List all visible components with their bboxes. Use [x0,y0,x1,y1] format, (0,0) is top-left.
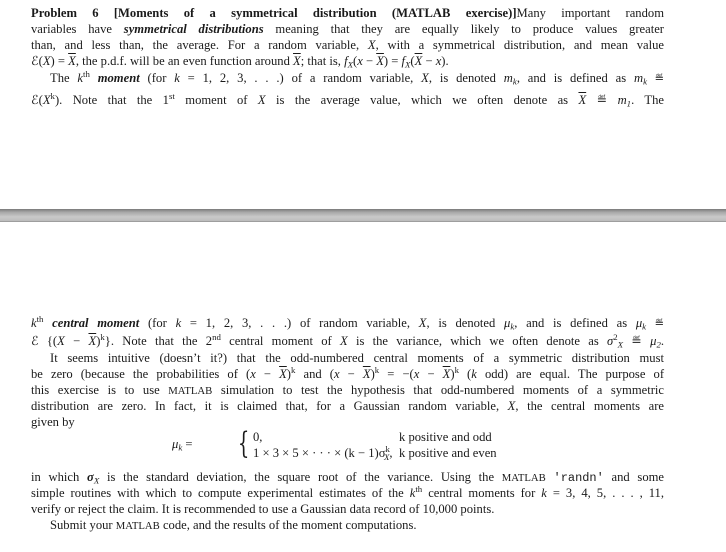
text-segment [90,71,98,85]
text-segment: k [174,71,180,85]
page-break-separator [0,209,726,222]
text-segment: code, and the results of the moment computations. [159,518,417,532]
text-segment: 'randn' [553,471,604,485]
text-segment: 1 [626,98,632,109]
text-segment: central moment of [220,334,340,348]
text-segment: 2 [656,339,661,350]
text-segment: k [290,365,296,376]
text-line [31,398,664,415]
text-segment: is the variance, which we often denote as [347,334,608,348]
text-segment: , the central moments are [515,399,664,413]
equation-case2-expression: 1 × 3 × 5 × · · · × (k − 1)σ [253,446,386,460]
text-segment: = 1, 2, 3, . . .) of a random variable, [179,71,422,85]
text-segment: ≝ [586,93,618,107]
text-segment: X [257,93,266,107]
text-line [31,5,664,22]
text-segment: odd) are equal. The purpose of [476,367,665,381]
text-segment: k [642,321,647,332]
text-segment: It seems intuitive (doesn’t it?) that the odd-numbered central moments of a symmetric distribution must [50,351,664,365]
text-segment: , with a symmetrical distribution, and mean value [375,38,664,52]
text-segment: $\overline{X}$ [279,367,287,381]
text-line [31,333,664,350]
text-segment: meaning that they are equally likely to produce values greater [263,22,664,36]
text-segment: x [435,54,442,68]
text-segment: X [339,334,348,348]
equation-case2-sub: X [383,451,390,462]
text-segment: Problem 6 [Moments of a symmetrical distribution ( [31,6,397,20]
text-segment: k [77,71,84,85]
text-segment: be zero (because the probabilities of ( [31,367,251,381]
equation-lhs-symbol: μ [172,437,179,451]
text-segment: ) [96,334,101,348]
text-line [50,70,664,87]
text-segment: moment of [174,93,258,107]
text-segment: variables have [31,22,124,36]
text-segment: $\overline{X}$ [442,367,451,381]
text-segment: ℰ( [31,54,43,68]
text-segment: , is denoted [426,316,505,330]
text-segment: μ [504,316,511,330]
text-segment: }. Note that the 2 [104,334,213,348]
text-segment: m [503,71,513,85]
text-segment: ) = [50,54,69,68]
text-segment: given by [31,415,75,429]
matlab-name: MATLAB [168,385,213,397]
text-segment: distribution are zero. In fact, it is claimed that, for a Gaussian random variable, [31,399,508,413]
text-segment: $\overline{X}$ [578,93,587,107]
text-segment: (for [139,316,176,330]
text-segment: − [339,367,363,381]
text-segment: in which [31,470,88,484]
text-segment: k [175,316,182,330]
text-segment: k [512,76,517,87]
text-segment: is the average value, which we often denote as [265,93,579,107]
text-segment: th [36,314,44,325]
text-segment [43,316,52,330]
text-segment: exercise)] [450,6,517,20]
matlab-name: MATLAB [396,6,451,20]
text-segment: $\overline{X}$ [293,54,301,68]
equation-case2-comma: , [389,446,393,460]
text-segment: X [367,38,376,52]
text-segment: verify or reject the claim. It is recommended to use a Gaussian data record of 10,000 points. [31,502,495,516]
equation-case1-value: 0, [253,430,263,444]
text-segment: f [401,54,405,68]
equation-case2-sup: k [385,444,390,455]
text-segment: k [409,486,416,500]
text-line [31,414,664,431]
text-segment: ≝ [623,334,651,348]
text-segment: = 3, 4, 5, . . . , 11, [546,486,664,500]
equation-case2-value [253,446,393,461]
text-line [31,37,664,54]
text-segment: x [250,367,256,381]
text-segment: ≝ [646,73,664,85]
text-segment: (for [139,71,175,85]
equation-case1-condition: k positive and odd [399,430,492,444]
text-segment: k [510,321,515,332]
text-segment: nd [212,332,221,343]
text-segment: k [31,316,37,330]
text-segment: X [617,339,624,350]
text-segment: The [50,71,78,85]
text-segment: , the p.d.f. will be an even function around [75,54,294,68]
text-segment: st [168,91,175,102]
text-segment: ℰ {( [31,334,58,348]
text-segment: X [405,59,411,70]
text-line [31,469,664,486]
text-segment: X [57,334,65,348]
text-segment: Submit your [50,518,116,532]
text-segment: ( [410,54,415,68]
text-segment: X [421,71,429,85]
text-line [31,501,664,518]
text-segment: , is denoted [428,71,504,85]
text-segment: $\overline{X}$ [414,54,423,68]
text-segment: x [333,367,340,381]
text-segment: is the standard deviation, the square root of the variance. Using the [99,470,502,484]
text-segment: th [415,484,423,495]
text-line [50,350,664,367]
equation-lhs-subscript: k [178,442,183,453]
text-segment: μ [650,334,657,348]
text-line [31,485,664,502]
text-segment: = −( [379,367,414,381]
equation-lhs [172,437,193,452]
text-segment: m [617,93,627,107]
text-segment: and some [603,470,665,484]
text-segment: ( [458,367,472,381]
text-segment: k [643,76,647,87]
text-segment: X [507,399,516,413]
text-segment: ; that is, [300,54,345,68]
text-segment: this exercise is to use [31,383,169,397]
text-segment: X [42,54,51,68]
text-segment: k [541,486,547,500]
text-segment: ℰ( [31,93,43,107]
text-segment: , and is defined as [516,71,634,85]
text-segment: x [413,367,420,381]
text-segment: , and is defined as [514,316,636,330]
text-segment: X [93,475,100,486]
matlab-name: MATLAB [115,520,160,532]
text-segment: μ [635,316,643,330]
text-segment: $\overline{X}$ [376,54,384,68]
matlab-name: MATLAB [501,472,546,484]
emphasized-term: central moment [52,316,140,330]
text-segment: x [357,54,363,68]
text-segment: X [42,93,51,107]
text-segment: m [633,71,644,85]
text-segment: X [418,316,427,330]
text-segment: ) [286,367,291,381]
text-segment: − [362,54,377,68]
text-line [31,21,664,38]
text-line [31,382,664,399]
text-segment: th [83,69,90,80]
text-segment: and ( [295,367,334,381]
text-segment: k [471,367,477,381]
text-segment: . The [631,93,664,107]
text-segment: $\overline{X}$ [88,334,97,348]
emphasized-term: moment [97,71,140,85]
text-segment: simulation to test the hypothesis that odd-numbered moments of a symmetric [212,383,665,397]
text-line [31,366,664,383]
text-segment: k [454,365,459,376]
text-segment: k [50,91,55,102]
text-segment: $\overline{X}$ [362,367,371,381]
text-segment: than, and less than, the average. For a random variable, [31,38,368,52]
text-line [31,53,664,70]
text-segment: ( [353,54,358,68]
text-segment: − [64,334,89,348]
text-segment: ≝ [646,318,664,330]
equation-case2-condition: k positive and even [399,446,497,460]
text-segment: central moments for [422,486,542,500]
equation-equals: = [182,437,193,451]
text-segment [546,470,554,484]
text-segment: ). [441,54,449,68]
text-segment: f [344,54,348,68]
text-segment: ) [370,367,375,381]
text-segment: ) = [383,54,402,68]
text-segment: ). Note that the 1 [54,93,169,107]
text-segment: Many important random [516,6,664,20]
text-segment: σ [607,334,614,348]
text-segment: $\overline{X}$ [68,54,76,68]
emphasized-term: σ [87,470,94,484]
text-segment: k [374,365,380,376]
text-line [31,315,664,332]
emphasized-term: symmetrical distributions [123,22,264,36]
text-segment: − [422,54,436,68]
text-line [50,517,664,534]
equation-brace: { [237,426,250,461]
text-segment: 2 [613,332,618,343]
text-segment: ) [450,367,455,381]
text-segment: X [347,59,353,70]
text-segment: − [255,367,280,381]
text-segment: . [660,334,665,348]
text-line [31,92,664,109]
text-segment: = 1, 2, 3, . . .) of random variable, [181,316,419,330]
text-segment: simple routines with which to compute experimental estimates of the [31,486,410,500]
text-segment: − [419,367,443,381]
text-segment: k [100,332,105,343]
